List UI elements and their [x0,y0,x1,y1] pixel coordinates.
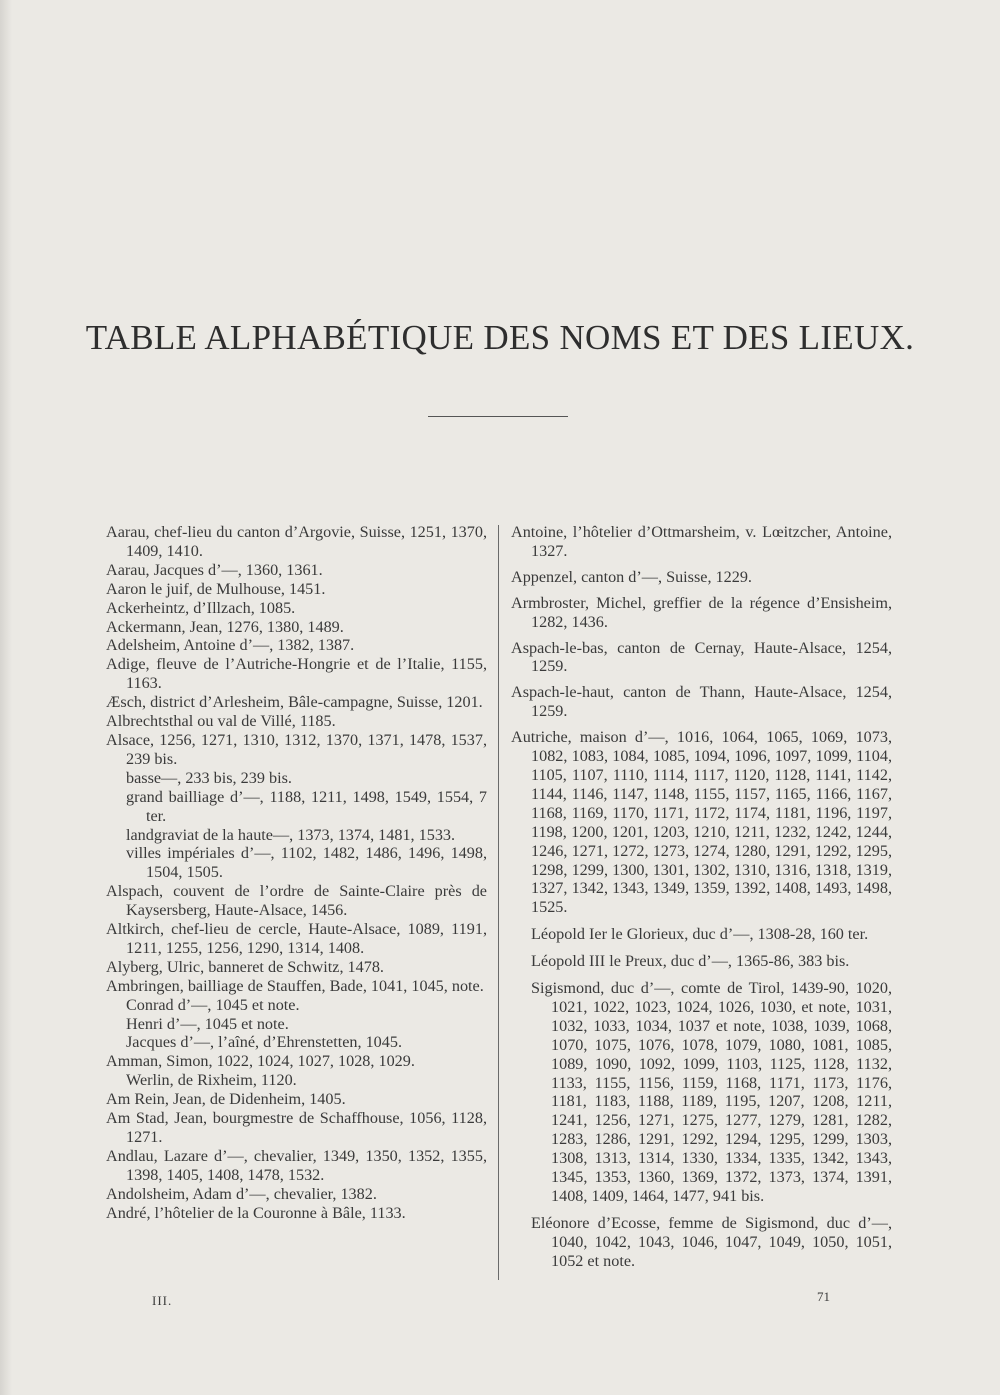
index-entry: Ackerheintz, d’Illzach, 1085. [106,598,296,617]
index-entry: Altkirch, chef-lieu de cercle, Haute-Alsace, 1089, 1191, 1211, 1255, 1256, 1290, 1314, 1408. [106,920,487,957]
index-entry: Am Stad, Jean, bourgmestre de Schaffhouse, 1056, 1128, 1271. [106,1109,487,1146]
index-entry: Ackermann, Jean, 1276, 1380, 1489. [106,617,344,636]
index-entry: Adige, fleuve de l’Autriche-Hongrie et de l’Italie, 1155, 1163. [106,655,487,693]
index-subentry: Werlin, de Rixheim, 1120. [126,1071,297,1090]
index-entry: Autriche, maison d’—, 1016, 1064, 1065, 1069, 1073, 1082, 1083, 1084, 1085, 1094, 1096, 1097, 1099, 1104, 1105, 1107, 1110, 1114, 1117, 1120, 1128, 1141, 1142, 1144, 1146, 1147, 1148, 1155, 1157, 1165, 1166, 1167, 1168, 1169, 1170, 1171, 1172, 1174, 1181, 1196, 1197, 1198, 1200, 1201, 1203, 1210, 1211, 1232, 1242, 1244, 1246, 1271, 1272, 1273, 1274, 1280, 1291, 1292, 1295, 1298, 1299, 1300, 1301, 1302, 1310, 1316, 1318, 1319, 1327, 1342, 1343, 1349, 1359, 1392, 1408, 1493, 1498, 1525. [511,728,892,917]
index-entry: Alsace, 1256, 1271, 1310, 1312, 1370, 1371, 1478, 1537, 239 bis. [106,730,487,768]
column-divider [498,525,499,1280]
index-entry: Aarau, Jacques d’—, 1360, 1361. [106,560,323,579]
index-entry: Adelsheim, Antoine d’—, 1382, 1387. [106,636,355,655]
index-entry: Alspach, couvent de l’ordre de Sainte-Claire près de Kaysersberg, Haute-Alsace, 1456. [106,882,487,920]
index-entry: Albrechtsthal ou val de Villé, 1185. [106,712,336,731]
index-subentry: Henri d’—, 1045 et note. [126,1014,289,1033]
index-column-left [106,523,487,1223]
index-subentry: villes impériales d’—, 1102, 1482, 1486, 1496, 1498, 1504, 1505. [126,844,487,882]
index-entry: Am Rein, Jean, de Didenheim, 1405. [106,1090,346,1109]
index-subentry: landgraviat de la haute—, 1373, 1374, 1481, 1533. [126,825,456,844]
title-rule [428,416,568,417]
index-subentry: basse—, 233 bis, 239 bis. [126,768,292,787]
index-entry: Æsch, district d’Arlesheim, Bâle-campagne, Suisse, 1201. [106,693,483,712]
page-number: 71 [817,1289,830,1304]
index-subentry: Jacques d’—, l’aîné, d’Ehrenstetten, 1045. [126,1033,403,1052]
index-entry: Aspach-le-bas, canton de Cernay, Haute-Alsace, 1254, 1259. [511,638,892,676]
index-subentry: Sigismond, duc d’—, comte de Tirol, 1439-90, 1020, 1021, 1022, 1023, 1024, 1026, 1030, et note, 1031, 1032, 1033, 1034, 1037 et note, 1038, 1039, 1068, 1070, 1075, 1076, 1078, 1079, 1080, 1081, 1085, 1089, 1090, 1092, 1099, 1103, 1125, 1128, 1132, 1133, 1155, 1156, 1159, 1168, 1171, 1173, 1176, 1181, 1183, 1188, 1189, 1195, 1207, 1208, 1211, 1241, 1256, 1271, 1275, 1277, 1279, 1281, 1282, 1283, 1286, 1291, 1292, 1294, 1295, 1299, 1303, 1308, 1313, 1314, 1330, 1334, 1335, 1342, 1343, 1345, 1353, 1360, 1369, 1372, 1373, 1374, 1391, 1408, 1409, 1464, 1477, 941 bis. [531,979,892,1205]
index-entry: Aarau, chef-lieu du canton d’Argovie, Suisse, 1251, 1370, 1409, 1410. [106,523,487,560]
index-subentry: Léopold III le Preux, duc d’—, 1365-86, 383 bis. [531,952,850,971]
index-subentry: Conrad d’—, 1045 et note. [126,995,300,1014]
index-entry: Andolsheim, Adam d’—, chevalier, 1382. [106,1184,377,1203]
index-subentry: grand bailliage d’—, 1188, 1211, 1498, 1549, 1554, 7 ter. [126,787,487,825]
index-subentry: Eléonore d’Ecosse, femme de Sigismond, duc d’—, 1040, 1042, 1043, 1046, 1047, 1049, 1050, 1051, 1052 et note. [531,1213,892,1270]
index-entry: Alyberg, Ulric, banneret de Schwitz, 1478. [106,957,384,976]
index-entry: Antoine, l’hôtelier d’Ottmarsheim, v. Lœitzcher, Antoine, 1327. [511,523,892,560]
index-entry: André, l’hôtelier de la Couronne à Bâle, 1133. [106,1203,406,1222]
index-column-right [511,523,892,1271]
index-entry: Aspach-le-haut, canton de Thann, Haute-Alsace, 1254, 1259. [511,683,892,721]
index-entry: Appenzel, canton d’—, Suisse, 1229. [511,567,752,586]
index-entry: Aaron le juif, de Mulhouse, 1451. [106,579,326,598]
index-entry: Armbroster, Michel, greffier de la régence d’Ensisheim, 1282, 1436. [511,593,892,631]
signature-mark: III. [152,1293,173,1308]
page-title: TABLE ALPHABÉTIQUE DES NOMS ET DES LIEUX. [85,318,915,357]
index-entry: Andlau, Lazare d’—, chevalier, 1349, 1350, 1352, 1355, 1398, 1405, 1408, 1478, 1532. [106,1146,487,1184]
index-entry: Ambringen, bailliage de Stauffen, Bade, 1041, 1045, note. [106,976,484,995]
page-binding-edge [0,0,12,1395]
index-subentry: Léopold Ier le Glorieux, duc d’—, 1308-28, 160 ter. [531,925,869,944]
index-entry: Amman, Simon, 1022, 1024, 1027, 1028, 1029. [106,1052,415,1071]
